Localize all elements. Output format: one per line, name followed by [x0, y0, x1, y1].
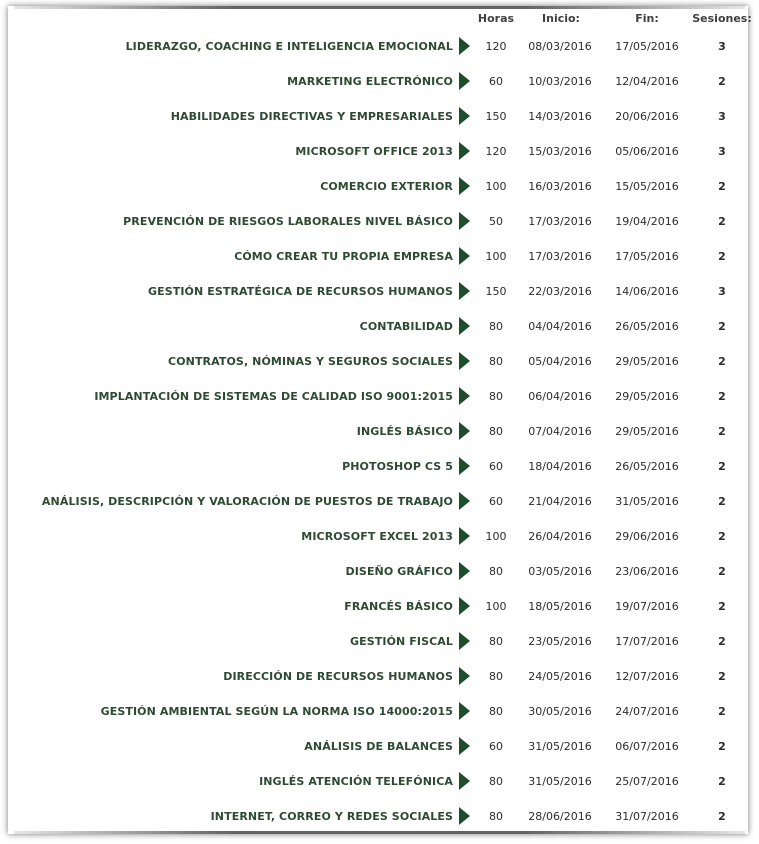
- course-sessions: 2: [718, 705, 726, 718]
- course-start-date: 21/04/2016: [528, 495, 592, 508]
- course-start-date: 23/05/2016: [528, 635, 592, 648]
- course-row: [0, 310, 759, 345]
- course-row: [0, 65, 759, 100]
- course-hours: 80: [489, 670, 503, 683]
- course-end-date: 31/07/2016: [615, 810, 679, 823]
- course-end-date: 26/05/2016: [615, 460, 679, 473]
- course-row: [0, 205, 759, 240]
- course-start-date: 06/04/2016: [528, 390, 592, 403]
- course-sessions: 2: [718, 425, 726, 438]
- table-header: [0, 12, 759, 30]
- course-hours: 80: [489, 775, 503, 788]
- course-start-date: 26/04/2016: [528, 530, 592, 543]
- course-start-date: 18/05/2016: [528, 600, 592, 613]
- arrow-right-icon[interactable]: [459, 667, 470, 685]
- course-row: [0, 800, 759, 835]
- course-row: [0, 695, 759, 730]
- course-sessions: 3: [718, 110, 726, 123]
- course-name-link[interactable]: GESTIÓN AMBIENTAL SEGÚN LA NORMA ISO 14000:2015: [100, 705, 453, 718]
- course-hours: 150: [485, 110, 507, 123]
- course-row: [0, 345, 759, 380]
- course-name-link[interactable]: ANÁLISIS DE BALANCES: [304, 740, 453, 753]
- arrow-right-icon[interactable]: [459, 702, 470, 720]
- course-row: [0, 100, 759, 135]
- course-name-link[interactable]: CONTABILIDAD: [359, 320, 453, 333]
- arrow-right-icon[interactable]: [459, 317, 470, 335]
- course-start-date: 14/03/2016: [528, 110, 592, 123]
- arrow-right-icon[interactable]: [459, 772, 470, 790]
- course-hours: 80: [489, 425, 503, 438]
- course-start-date: 16/03/2016: [528, 180, 592, 193]
- course-end-date: 05/06/2016: [615, 145, 679, 158]
- header-sesiones: Sesiones:: [692, 12, 752, 25]
- course-end-date: 19/04/2016: [615, 215, 679, 228]
- arrow-right-icon[interactable]: [459, 737, 470, 755]
- arrow-right-icon[interactable]: [459, 527, 470, 545]
- course-end-date: 29/06/2016: [615, 530, 679, 543]
- course-start-date: 07/04/2016: [528, 425, 592, 438]
- course-end-date: 23/06/2016: [615, 565, 679, 578]
- arrow-right-icon[interactable]: [459, 282, 470, 300]
- course-row: [0, 625, 759, 660]
- course-name-link[interactable]: CÓMO CREAR TU PROPIA EMPRESA: [234, 250, 453, 263]
- course-sessions: 2: [718, 810, 726, 823]
- course-list: [0, 30, 759, 835]
- course-sessions: 2: [718, 670, 726, 683]
- course-hours: 100: [485, 530, 507, 543]
- course-name-link[interactable]: GESTIÓN ESTRATÉGICA DE RECURSOS HUMANOS: [147, 285, 453, 298]
- course-start-date: 08/03/2016: [528, 40, 592, 53]
- course-sessions: 2: [718, 635, 726, 648]
- course-sessions: 2: [718, 355, 726, 368]
- course-hours: 100: [485, 600, 507, 613]
- arrow-right-icon[interactable]: [459, 212, 470, 230]
- course-sessions: 2: [718, 215, 726, 228]
- arrow-right-icon[interactable]: [459, 492, 470, 510]
- course-end-date: 29/05/2016: [615, 390, 679, 403]
- course-end-date: 17/05/2016: [615, 250, 679, 263]
- course-name-link[interactable]: PREVENCIÓN DE RIESGOS LABORALES NIVEL BÁSICO: [123, 215, 453, 228]
- course-row: [0, 135, 759, 170]
- course-hours: 60: [489, 460, 503, 473]
- course-name-link[interactable]: INGLÉS ATENCIÓN TELEFÓNICA: [259, 775, 453, 788]
- course-end-date: 12/04/2016: [615, 75, 679, 88]
- course-end-date: 29/05/2016: [615, 425, 679, 438]
- course-sessions: 2: [718, 495, 726, 508]
- course-name-link[interactable]: IMPLANTACIÓN DE SISTEMAS DE CALIDAD ISO 9001:2015: [94, 390, 453, 403]
- arrow-right-icon[interactable]: [459, 72, 470, 90]
- course-sessions: 2: [718, 600, 726, 613]
- course-end-date: 29/05/2016: [615, 355, 679, 368]
- course-start-date: 10/03/2016: [528, 75, 592, 88]
- course-end-date: 15/05/2016: [615, 180, 679, 193]
- course-sessions: 2: [718, 390, 726, 403]
- course-sessions: 3: [718, 40, 726, 53]
- course-start-date: 17/03/2016: [528, 215, 592, 228]
- course-name-link[interactable]: DISEÑO GRÁFICO: [345, 565, 453, 578]
- course-sessions: 2: [718, 320, 726, 333]
- course-hours: 100: [485, 180, 507, 193]
- arrow-right-icon[interactable]: [459, 422, 470, 440]
- course-end-date: 14/06/2016: [615, 285, 679, 298]
- course-start-date: 15/03/2016: [528, 145, 592, 158]
- course-hours: 60: [489, 740, 503, 753]
- course-hours: 80: [489, 635, 503, 648]
- course-sessions: 2: [718, 75, 726, 88]
- panel-top-edge: [14, 6, 745, 9]
- course-name-link[interactable]: INGLÉS BÁSICO: [356, 425, 453, 438]
- course-end-date: 26/05/2016: [615, 320, 679, 333]
- arrow-right-icon[interactable]: [459, 247, 470, 265]
- arrow-right-icon[interactable]: [459, 352, 470, 370]
- course-hours: 80: [489, 355, 503, 368]
- course-start-date: 30/05/2016: [528, 705, 592, 718]
- course-name-link[interactable]: MICROSOFT EXCEL 2013: [301, 530, 453, 543]
- course-row: [0, 590, 759, 625]
- course-name-link[interactable]: PHOTOSHOP CS 5: [342, 460, 453, 473]
- arrow-right-icon[interactable]: [459, 562, 470, 580]
- course-sessions: 2: [718, 250, 726, 263]
- course-row: [0, 275, 759, 310]
- course-end-date: 12/07/2016: [615, 670, 679, 683]
- course-end-date: 17/05/2016: [615, 40, 679, 53]
- course-sessions: 2: [718, 775, 726, 788]
- course-start-date: 28/06/2016: [528, 810, 592, 823]
- course-sessions: 2: [718, 740, 726, 753]
- arrow-right-icon[interactable]: [459, 807, 470, 825]
- course-start-date: 18/04/2016: [528, 460, 592, 473]
- course-name-link[interactable]: MARKETING ELECTRÓNICO: [287, 75, 453, 88]
- course-row: [0, 170, 759, 205]
- course-hours: 80: [489, 810, 503, 823]
- course-start-date: 31/05/2016: [528, 775, 592, 788]
- course-hours: 80: [489, 320, 503, 333]
- course-sessions: 2: [718, 565, 726, 578]
- arrow-right-icon[interactable]: [459, 457, 470, 475]
- course-sessions: 3: [718, 285, 726, 298]
- arrow-right-icon[interactable]: [459, 387, 470, 405]
- course-hours: 80: [489, 390, 503, 403]
- header-horas: Horas: [477, 12, 515, 25]
- course-row: [0, 520, 759, 555]
- course-name-link[interactable]: HABILIDADES DIRECTIVAS Y EMPRESARIALES: [170, 110, 453, 123]
- course-hours: 120: [485, 40, 507, 53]
- course-row: [0, 730, 759, 765]
- course-name-link[interactable]: DIRECCIÓN DE RECURSOS HUMANOS: [223, 670, 453, 683]
- course-hours: 50: [489, 215, 503, 228]
- course-end-date: 06/07/2016: [615, 740, 679, 753]
- course-hours: 150: [485, 285, 507, 298]
- course-end-date: 25/07/2016: [615, 775, 679, 788]
- course-hours: 60: [489, 495, 503, 508]
- arrow-right-icon[interactable]: [459, 107, 470, 125]
- course-end-date: 31/05/2016: [615, 495, 679, 508]
- course-end-date: 24/07/2016: [615, 705, 679, 718]
- arrow-right-icon[interactable]: [459, 177, 470, 195]
- course-name-link[interactable]: FRANCÉS BÁSICO: [344, 600, 453, 613]
- course-start-date: 03/05/2016: [528, 565, 592, 578]
- course-start-date: 22/03/2016: [528, 285, 592, 298]
- course-hours: 60: [489, 75, 503, 88]
- arrow-right-icon[interactable]: [459, 142, 470, 160]
- course-sessions: 3: [718, 145, 726, 158]
- arrow-right-icon[interactable]: [459, 597, 470, 615]
- course-end-date: 17/07/2016: [615, 635, 679, 648]
- course-row: [0, 485, 759, 520]
- course-end-date: 20/06/2016: [615, 110, 679, 123]
- header-fin: Fin:: [635, 12, 659, 25]
- course-name-link[interactable]: CONTRATOS, NÓMINAS Y SEGUROS SOCIALES: [168, 355, 453, 368]
- course-start-date: 31/05/2016: [528, 740, 592, 753]
- course-hours: 120: [485, 145, 507, 158]
- course-start-date: 04/04/2016: [528, 320, 592, 333]
- header-inicio: Inicio:: [542, 12, 580, 25]
- course-row: [0, 30, 759, 65]
- course-start-date: 24/05/2016: [528, 670, 592, 683]
- course-hours: 80: [489, 565, 503, 578]
- course-hours: 80: [489, 705, 503, 718]
- course-name-link[interactable]: INTERNET, CORREO Y REDES SOCIALES: [210, 810, 453, 823]
- course-start-date: 17/03/2016: [528, 250, 592, 263]
- course-hours: 100: [485, 250, 507, 263]
- course-name-link[interactable]: MICROSOFT OFFICE 2013: [295, 145, 453, 158]
- course-name-link[interactable]: GESTIÓN FISCAL: [350, 635, 453, 648]
- course-row: [0, 450, 759, 485]
- course-start-date: 05/04/2016: [528, 355, 592, 368]
- course-name-link[interactable]: LIDERAZGO, COACHING E INTELIGENCIA EMOCIONAL: [125, 40, 453, 53]
- course-sessions: 2: [718, 530, 726, 543]
- course-row: [0, 415, 759, 450]
- course-row: [0, 660, 759, 695]
- course-row: [0, 240, 759, 275]
- arrow-right-icon[interactable]: [459, 37, 470, 55]
- course-end-date: 19/07/2016: [615, 600, 679, 613]
- course-row: [0, 555, 759, 590]
- course-name-link[interactable]: ANÁLISIS, DESCRIPCIÓN Y VALORACIÓN DE PUESTOS DE TRABAJO: [41, 495, 453, 508]
- course-sessions: 2: [718, 180, 726, 193]
- course-row: [0, 765, 759, 800]
- arrow-right-icon[interactable]: [459, 632, 470, 650]
- course-sessions: 2: [718, 460, 726, 473]
- course-row: [0, 380, 759, 415]
- course-name-link[interactable]: COMERCIO EXTERIOR: [320, 180, 453, 193]
